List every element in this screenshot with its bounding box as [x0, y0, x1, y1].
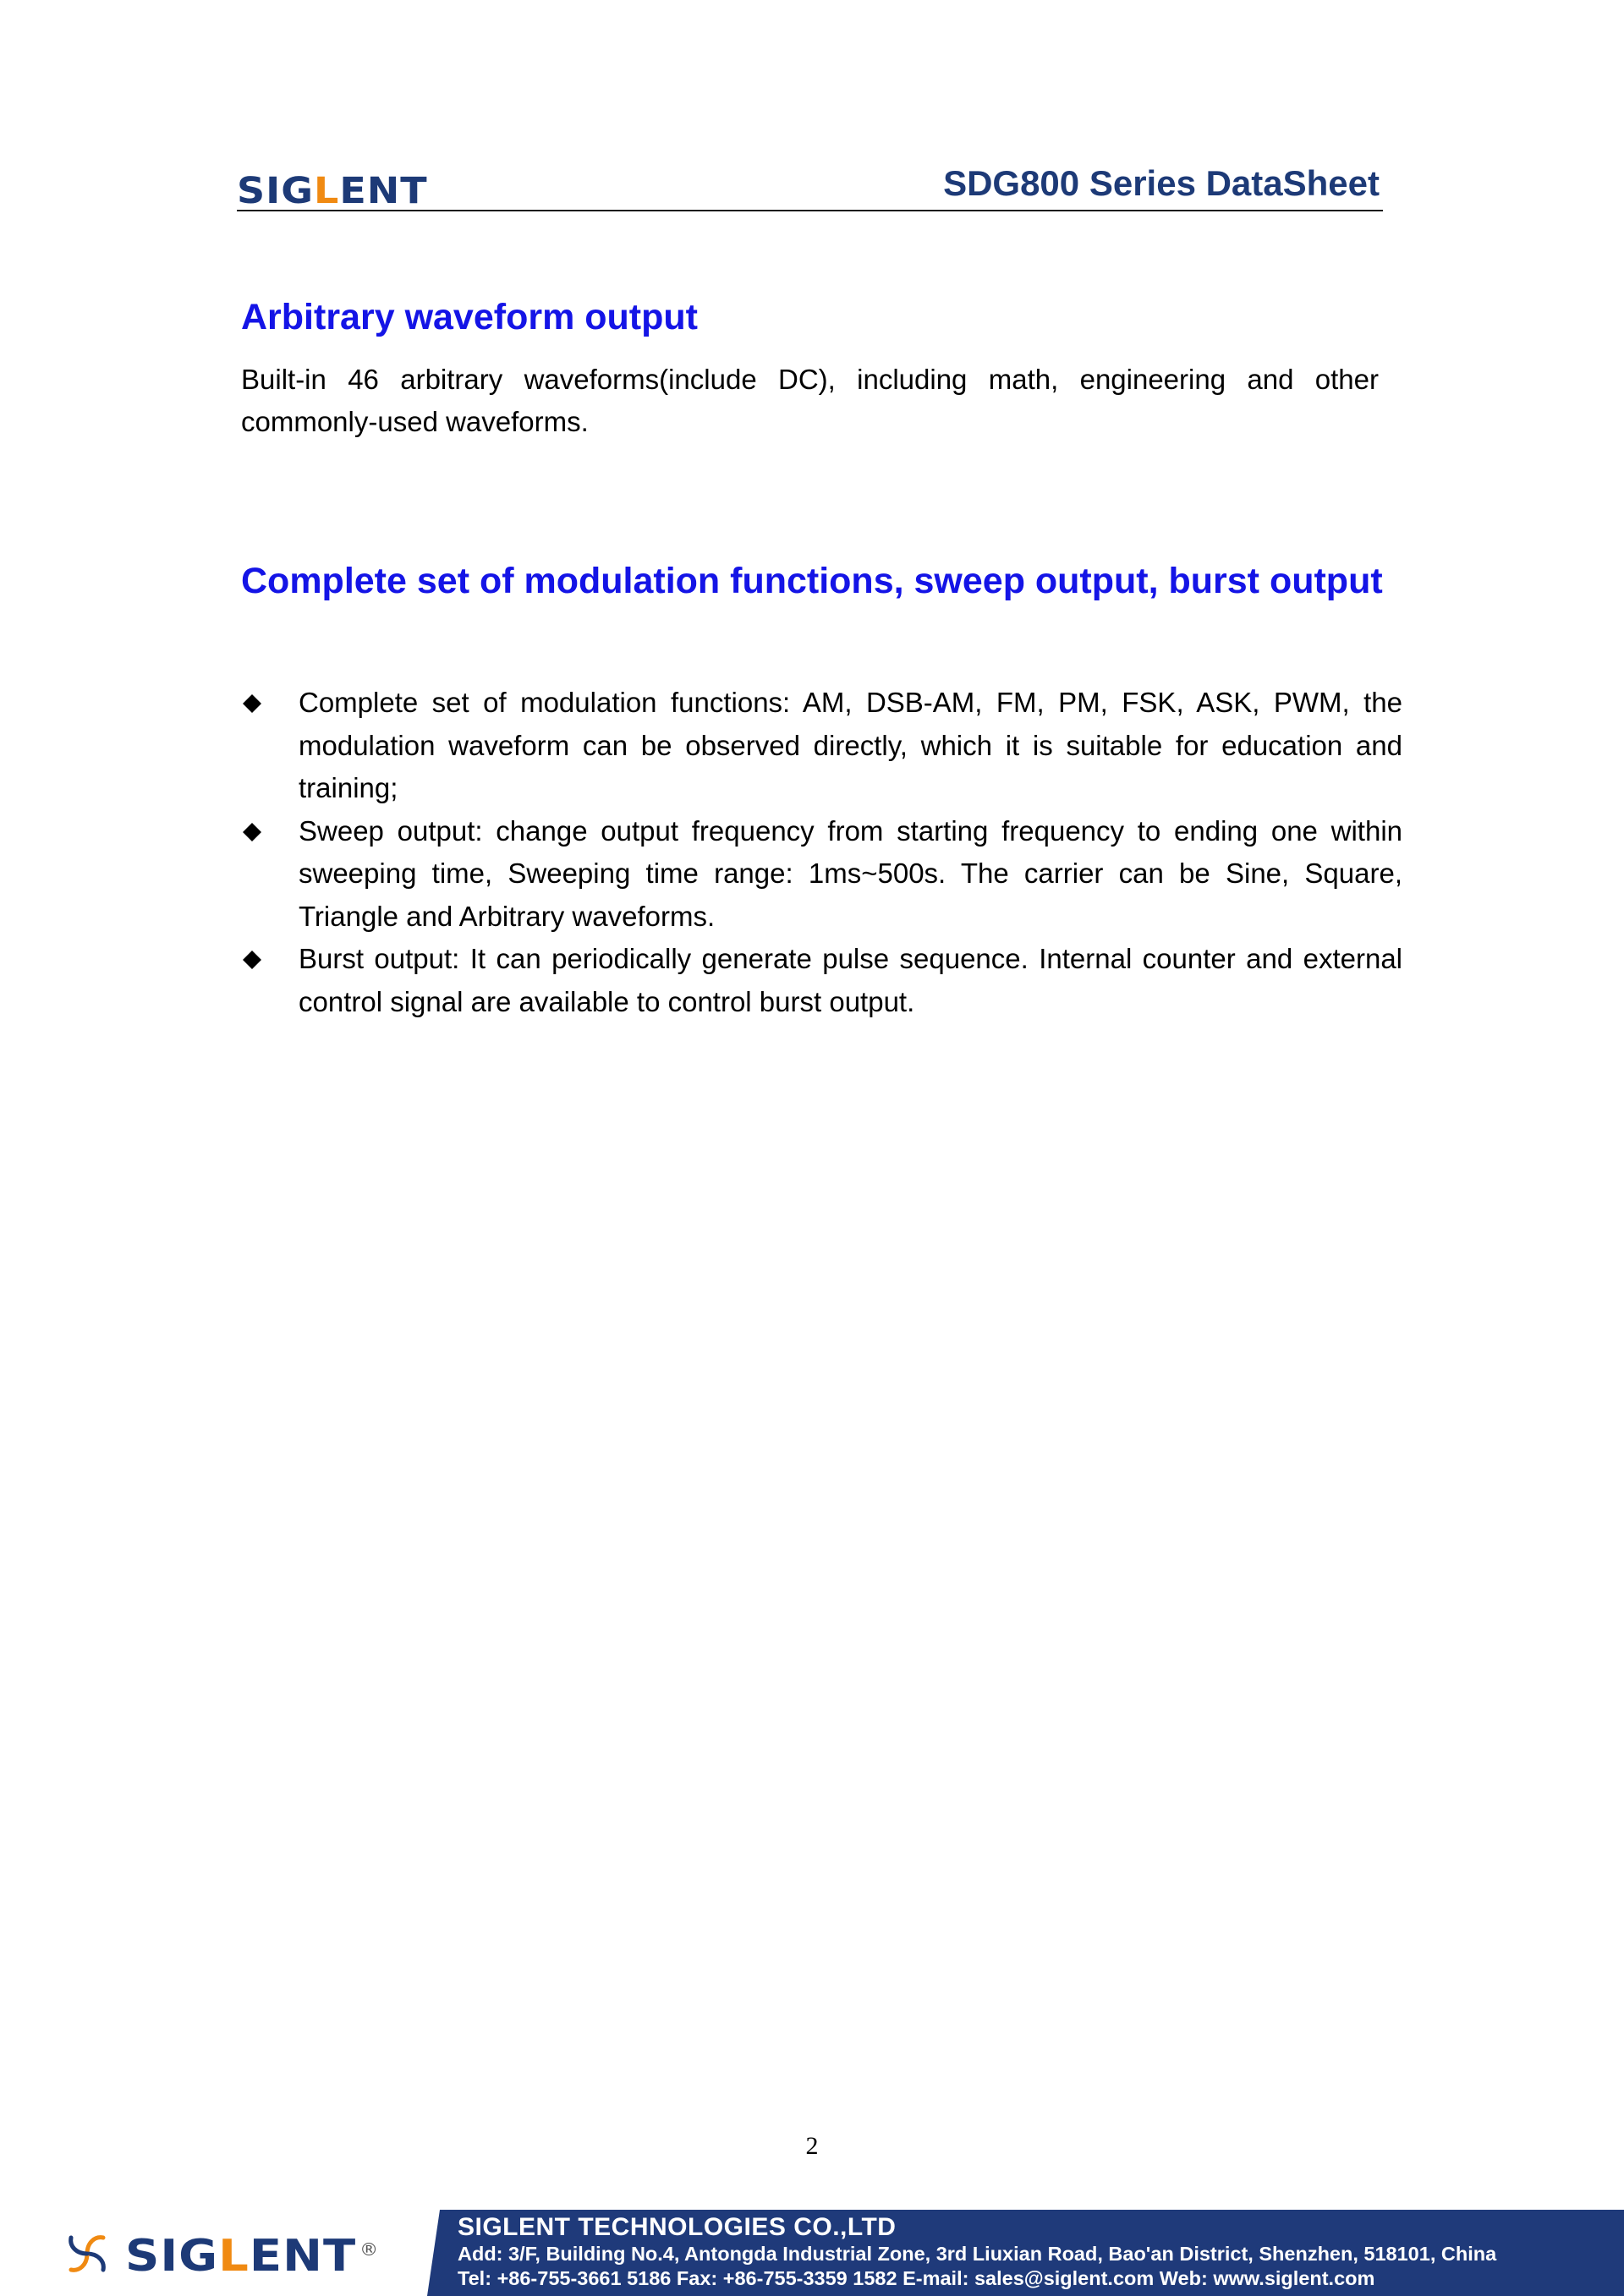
footer-logo-text-pre: SIG: [125, 2231, 219, 2282]
logo-text-post: ENT: [339, 169, 428, 211]
footer-company-name: SIGLENT TECHNOLOGIES CO.,LTD: [458, 2213, 897, 2241]
list-item: [241, 938, 1402, 1023]
list-item-text: Complete set of modulation functions: AM, DSB-AM, FM, PM, FSK, ASK, PWM, the modulation waveform can be observed directly, which it is suitable for education and training;: [299, 687, 1402, 803]
registered-mark: ®: [359, 2240, 380, 2260]
logo-text-pre: SIG: [237, 169, 315, 211]
diamond-bullet-icon: [243, 823, 261, 841]
section-paragraph-arbitrary-waveform: Built-in 46 arbitrary waveforms(include DC), including math, engineering and other commonly-used waveforms.: [241, 364, 1379, 437]
siglent-logo: [237, 169, 428, 211]
feature-list: [241, 682, 1402, 1023]
list-item-text: Sweep output: change output frequency from starting frequency to ending one within sweeping time, Sweeping time range: 1ms~500s. The carrier can be Sine, Square, Triangle and Arbitrary waveforms.: [299, 814, 1402, 932]
section-heading-arbitrary-waveform: Arbitrary waveform output: [241, 297, 698, 337]
footer-address: Add: 3/F, Building No.4, Antongda Industrial Zone, 3rd Liuxian Road, Bao'an District, Shenzhen, 518101, China: [458, 2243, 1497, 2265]
page-header: [237, 161, 1383, 211]
diamond-bullet-icon: [243, 951, 261, 969]
list-item-text: Burst output: It can periodically generate pulse sequence. Internal counter and external control signal are available to control burst output.: [299, 943, 1402, 1017]
document-title: SDG800 Series DataSheet: [943, 163, 1380, 203]
footer-logo: [61, 2224, 379, 2283]
siglent-swirl-icon: [61, 2228, 113, 2280]
list-item: [241, 810, 1402, 939]
footer-contact-block: [458, 2213, 1496, 2291]
footer-logo-text-post: ENT: [249, 2231, 357, 2282]
section-heading-modulation: Complete set of modulation functions, sweep output, burst output: [241, 561, 1383, 601]
logo-text-accent: L: [314, 169, 340, 211]
list-item: [241, 682, 1402, 810]
footer-contact-line: Tel: +86-755-3661 5186 Fax: +86-755-3359 1582 E-mail: sales@siglent.com Web: www.siglent.com: [458, 2267, 1375, 2289]
footer-logo-text-accent: L: [218, 2231, 250, 2282]
page-number: 2: [805, 2132, 819, 2160]
diamond-bullet-icon: [243, 694, 261, 713]
footer-logo-text: [125, 2228, 379, 2280]
